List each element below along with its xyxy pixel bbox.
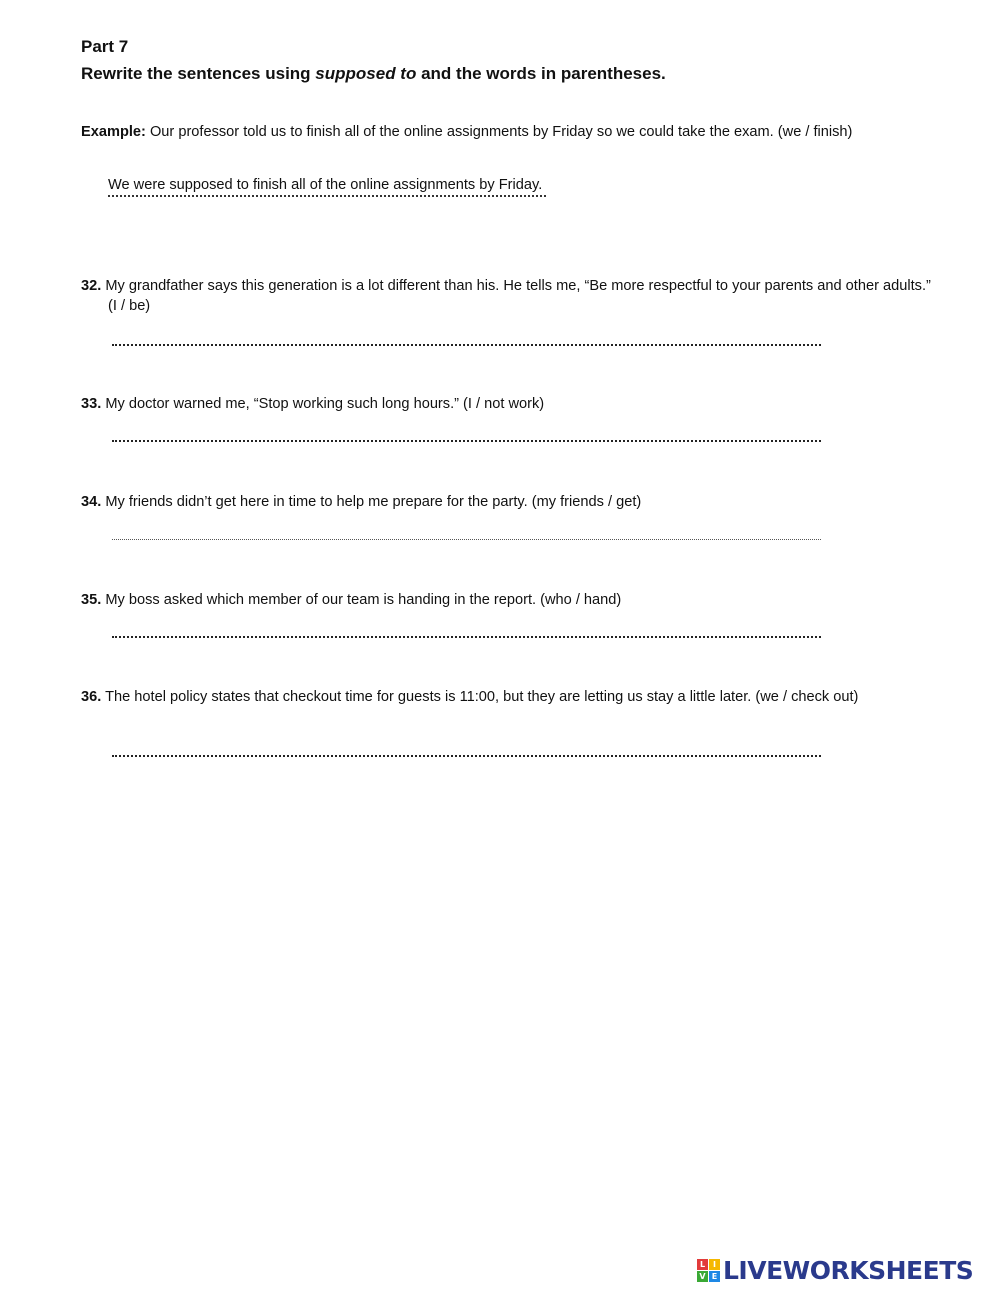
question-36 [81, 687, 938, 707]
answer-field-32[interactable] [112, 344, 821, 346]
answer-field-34[interactable] [112, 539, 821, 540]
part-title: Part 7 [81, 37, 129, 56]
question-number: 36. [81, 689, 102, 705]
question-text: My doctor warned me, “Stop working such long hours.” (I / not work) [101, 396, 545, 412]
question-text: My grandfather says this generation is a lot different than his. He tells me, “Be more respectful to your parents and other adults.” (I / be) [101, 278, 931, 314]
question-33 [81, 394, 938, 414]
answer-field-35[interactable] [112, 636, 821, 638]
answer-field-33[interactable] [112, 440, 821, 442]
logo-letter-v: V [697, 1271, 708, 1282]
example-answer: We were supposed to finish all of the online assignments by Friday. [108, 175, 546, 197]
question-number: 33. [81, 396, 102, 412]
question-text: My boss asked which member of our team is handing in the report. (who / hand) [101, 592, 622, 608]
question-34 [81, 492, 938, 512]
logo-text: LIVEWORKSHEETS [723, 1255, 974, 1285]
question-text: My friends didn’t get here in time to help me prepare for the party. (my friends / get) [101, 494, 642, 510]
question-number: 32. [81, 278, 102, 294]
liveworksheets-logo [697, 1255, 973, 1285]
example-text: Our professor told us to finish all of the online assignments by Friday so we could take the exam. (we / finish) [145, 124, 853, 140]
question-32 [81, 276, 938, 316]
instructions-text-end: and the words in parentheses. [416, 64, 666, 83]
instructions-emphasis: supposed to [315, 64, 417, 83]
question-35 [81, 590, 938, 610]
question-text: The hotel policy states that checkout time for guests is 11:00, but they are letting us stay a little later. (we / check out) [101, 689, 859, 705]
question-number: 34. [81, 494, 102, 510]
logo-letter-e: E [709, 1271, 720, 1282]
answer-field-36[interactable] [112, 755, 821, 757]
instructions-text-start: Rewrite the sentences using [81, 64, 316, 83]
question-number: 35. [81, 592, 102, 608]
logo-letter-i: I [709, 1259, 720, 1270]
example-prompt [81, 122, 938, 142]
logo-letter-l: L [697, 1259, 708, 1270]
instructions [81, 64, 666, 84]
logo-mark-icon [697, 1259, 720, 1282]
example-label: Example: [81, 124, 146, 140]
